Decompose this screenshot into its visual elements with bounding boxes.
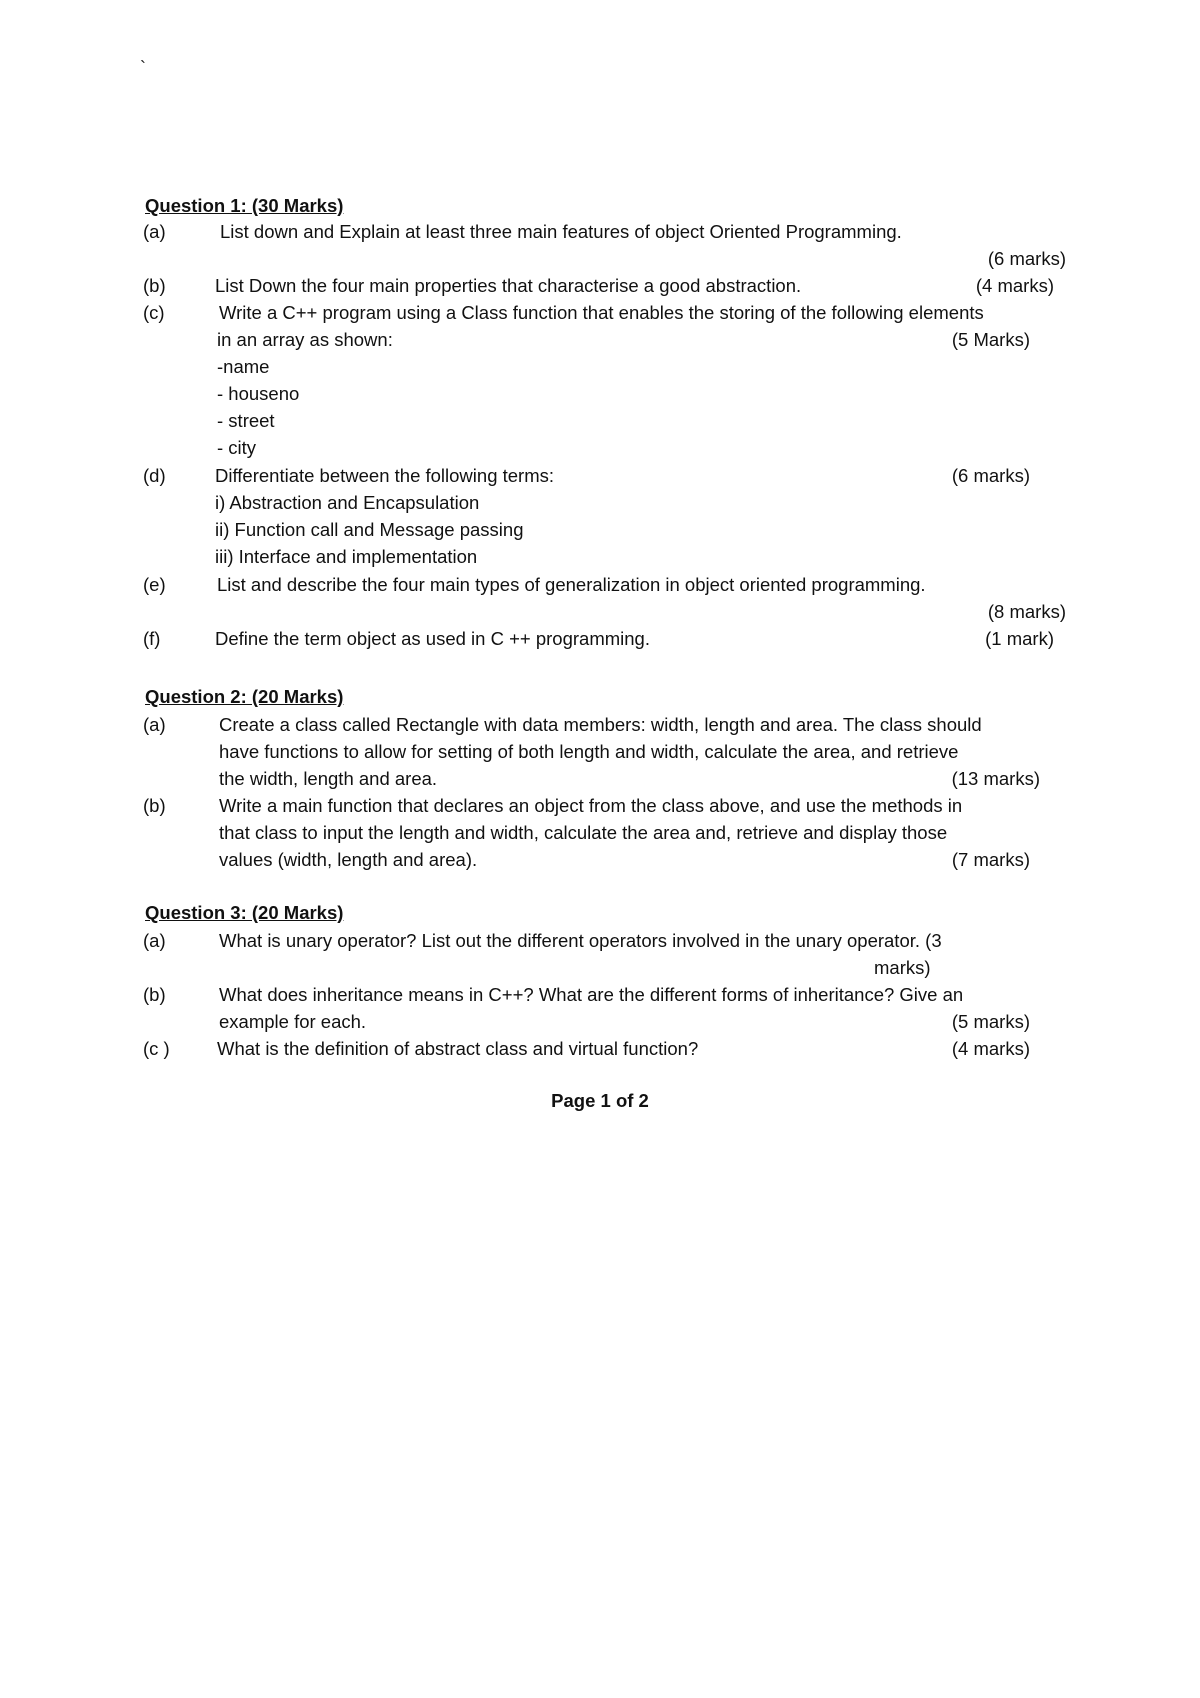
- q1-c-item: - city: [217, 437, 257, 458]
- q3-b-line: What does inheritance means in C++? What are the different forms of inheritance? Give an: [219, 984, 964, 1005]
- q3-a-text: What is unary operator? List out the different operators involved in the unary operator. (3: [219, 930, 942, 951]
- q2-b-line: that class to input the length and width, calculate the area and, retrieve and display those: [219, 822, 948, 843]
- q1-d-text: Differentiate between the following terms:: [215, 465, 555, 486]
- q1-c-label: (c): [143, 302, 165, 323]
- q1-c-item: -name: [217, 356, 270, 377]
- q1-a-text: List down and Explain at least three main features of object Oriented Programming.: [220, 221, 902, 242]
- q1-e-text: List and describe the four main types of generalization in object oriented programming.: [217, 574, 926, 595]
- q2-a-marks: (13 marks): [951, 768, 1040, 789]
- q3-c-text: What is the definition of abstract class and virtual function?: [217, 1038, 699, 1059]
- q1-d-item: ii) Function call and Message passing: [215, 519, 524, 540]
- q3-a-marks: marks): [874, 957, 931, 978]
- q1-a-marks: (6 marks): [987, 248, 1066, 269]
- q3-heading: Question 3: (20 Marks): [145, 902, 344, 923]
- q1-f-text: Define the term object as used in C ++ programming.: [215, 628, 650, 649]
- q2-b-line: values (width, length and area).: [219, 849, 478, 870]
- q1-f-marks: (1 mark): [985, 628, 1054, 649]
- q1-d-item: i) Abstraction and Encapsulation: [215, 492, 480, 513]
- q1-d-marks: (6 marks): [951, 465, 1030, 486]
- q1-heading: Question 1: (30 Marks): [145, 195, 344, 216]
- q1-c-marks: (5 Marks): [951, 329, 1030, 350]
- top-mark: `: [140, 58, 146, 78]
- q1-e-marks: (8 marks): [987, 601, 1066, 622]
- q1-c-line2: in an array as shown:: [217, 329, 393, 350]
- q1-f-label: (f): [143, 628, 161, 649]
- q1-b-label: (b): [143, 275, 166, 296]
- q2-a-line: have functions to allow for setting of both length and width, calculate the area, and retrieve: [219, 741, 959, 762]
- q2-b-line: Write a main function that declares an object from the class above, and use the methods in: [219, 795, 963, 816]
- q2-heading: Question 2: (20 Marks): [145, 686, 344, 707]
- q2-b-label: (b): [143, 795, 166, 816]
- q3-c-label: (c ): [143, 1038, 170, 1059]
- q2-a-line: the width, length and area.: [219, 768, 438, 789]
- q1-b-marks: (4 marks): [975, 275, 1054, 296]
- q1-c-item: - houseno: [217, 383, 300, 404]
- q2-a-line: Create a class called Rectangle with data members: width, length and area. The class should: [219, 714, 982, 735]
- q3-b-marks: (5 marks): [951, 1011, 1030, 1032]
- page-footer: Page 1 of 2: [551, 1090, 649, 1111]
- q1-d-item: iii) Interface and implementation: [215, 546, 478, 567]
- q3-b-label: (b): [143, 984, 166, 1005]
- q1-c-item: - street: [217, 410, 275, 431]
- q1-c-line1: Write a C++ program using a Class function that enables the storing of the following elements: [219, 302, 984, 323]
- q1-b-text: List Down the four main properties that characterise a good abstraction.: [215, 275, 802, 296]
- q3-b-line: example for each.: [219, 1011, 367, 1032]
- q3-c-marks: (4 marks): [951, 1038, 1030, 1059]
- q1-d-label: (d): [143, 465, 166, 486]
- q1-e-label: (e): [143, 574, 166, 595]
- q2-b-marks: (7 marks): [951, 849, 1030, 870]
- q3-a-label: (a): [143, 930, 166, 951]
- q2-a-label: (a): [143, 714, 166, 735]
- q1-a-label: (a): [143, 221, 166, 242]
